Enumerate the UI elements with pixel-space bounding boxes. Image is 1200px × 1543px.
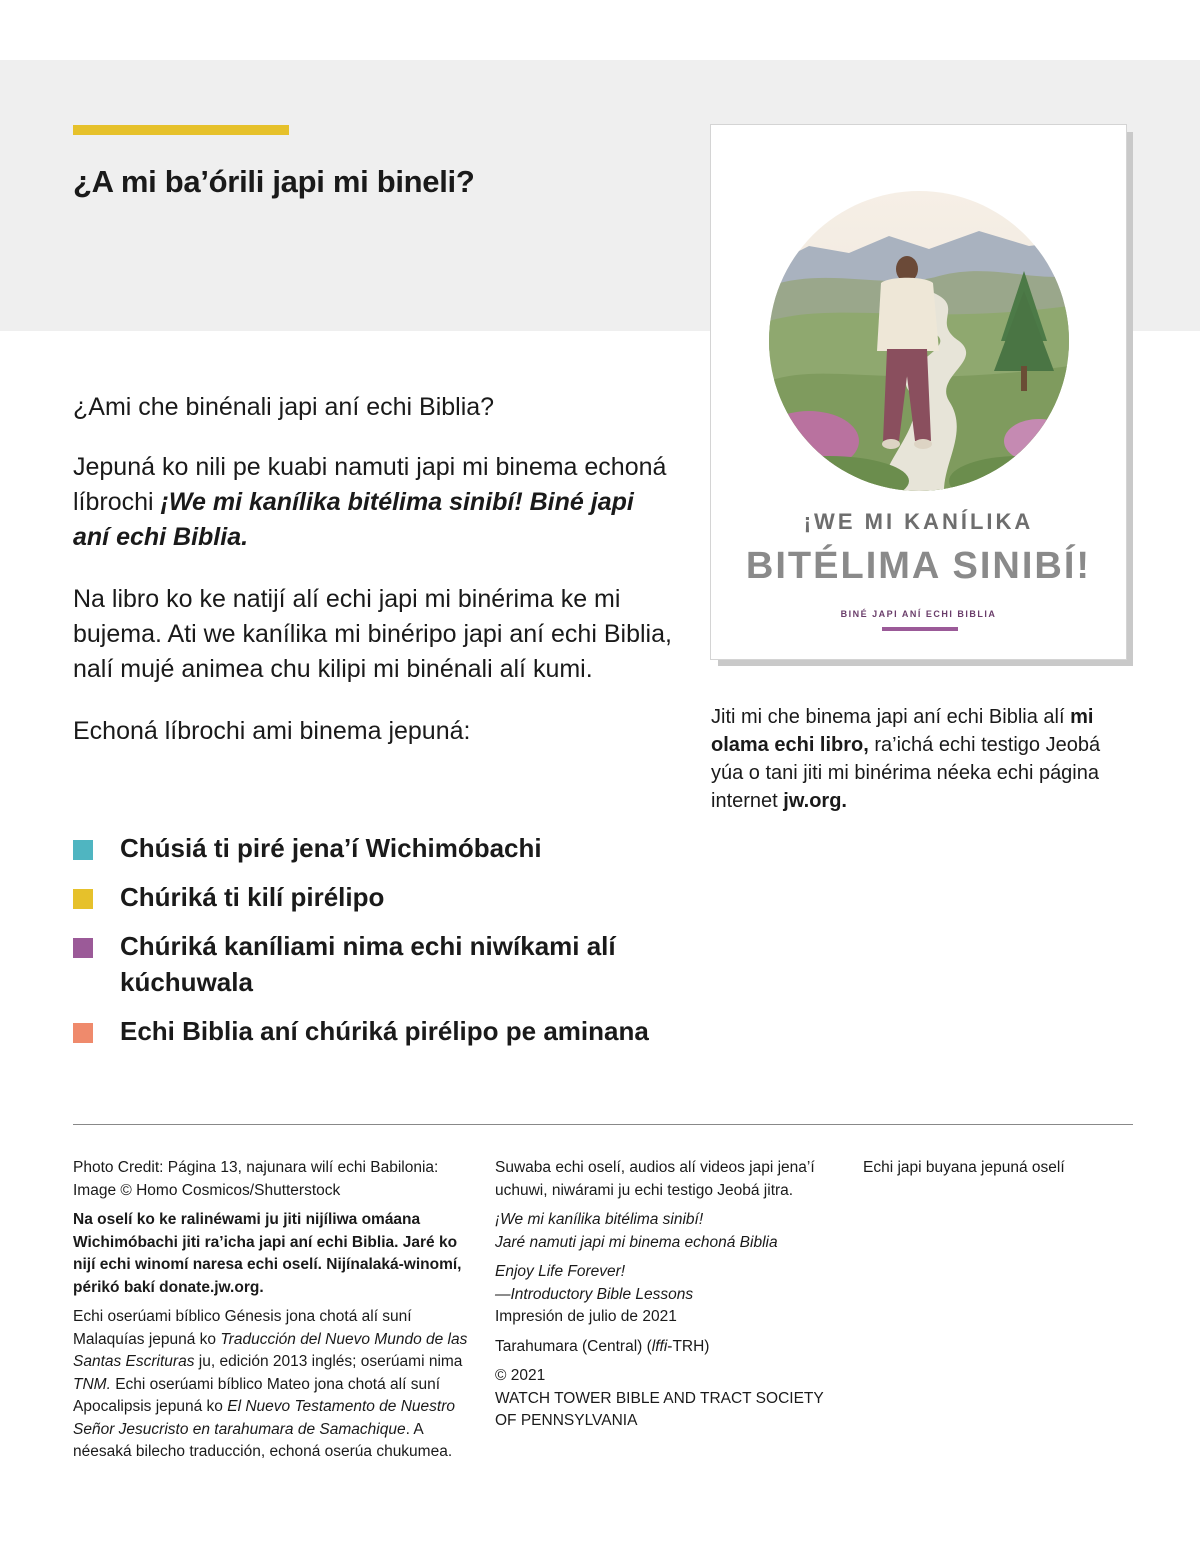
page-title: ¿A mi ba’órili japi mi bineli? bbox=[73, 164, 475, 199]
purple-bullet-icon bbox=[73, 938, 93, 958]
topic-label: Chúriká kaníliami nima echi niwíkami alí kúchuwala bbox=[120, 931, 616, 997]
copyright-line: WATCH TOWER BIBLE AND TRACT SOCIETY bbox=[495, 1389, 824, 1407]
language-text: -TRH) bbox=[667, 1337, 710, 1355]
topic-item bbox=[73, 928, 673, 1000]
topic-item bbox=[73, 830, 673, 866]
english-title-line: Enjoy Life Forever! bbox=[495, 1263, 626, 1280]
accent-bar bbox=[73, 125, 289, 135]
translation-text: ju, edición 2013 inglés; oserúami nima bbox=[194, 1353, 463, 1370]
translation-text: Echi oserúami bíblico Mateo jona chotá alí suní Apocalipsis jepuná ko bbox=[73, 1375, 441, 1415]
language-code-italic: lffi bbox=[651, 1337, 668, 1355]
translation-title: El Nuevo Testamento de Nuestro Señor Jesucristo en tarahumara de Samachique bbox=[73, 1398, 455, 1438]
publisher-info: Suwaba echi oselí, audios alí videos japi jena’í uchuwi, niwárami ju echi testigo Jeobá jitra. bbox=[495, 1159, 815, 1199]
sidebar-note bbox=[711, 703, 1136, 815]
topic-label: Echi Biblia aní chúriká pirélipo pe aminana bbox=[120, 1016, 649, 1046]
intro-question: ¿Ami che binénali japi aní echi Biblia? bbox=[73, 393, 495, 421]
topic-label: Chúsiá ti piré jena’í Wichimóbachi bbox=[120, 833, 542, 863]
translation-text: Echi oserúami bíblico Génesis jona chotá alí suní Malaquías jepuná ko bbox=[73, 1308, 412, 1348]
sidebar-text-1: Jiti mi che binema japi aní echi Biblia alí bbox=[711, 706, 1071, 728]
topics-list bbox=[73, 830, 673, 1062]
main-content bbox=[73, 390, 673, 776]
footer-column-2 bbox=[495, 1157, 840, 1440]
copyright bbox=[495, 1365, 840, 1433]
topic-item bbox=[73, 1013, 673, 1049]
translation-title: Traducción del Nuevo Mundo de las Santas Escrituras bbox=[73, 1330, 468, 1370]
yellow-bullet-icon bbox=[73, 889, 93, 909]
list-intro: Echoná líbrochi ami binema jepuná: bbox=[73, 717, 471, 745]
cover-title-big: BITÉLIMA SINIBÍ! bbox=[745, 545, 1092, 587]
description-paragraph: Na libro ko ke natijí alí echi japi mi binérima ke mi bujema. Ati we kanílika mi binéripo japi aní echi Biblia, nalí mujé animea chu kilipi mi binénali alí kumi. bbox=[73, 585, 672, 683]
footer-divider bbox=[73, 1124, 1133, 1125]
edition-info bbox=[495, 1261, 840, 1329]
book-title-emphasis: ¡We mi kanílika bitélima sinibí! Biné japi aní echi Biblia. bbox=[73, 488, 634, 551]
sidebar-bold-1: mi olama echi libro, bbox=[711, 706, 1094, 756]
topic-item bbox=[73, 879, 673, 915]
book-cover bbox=[710, 124, 1127, 660]
copyright-line: © 2021 bbox=[495, 1367, 546, 1384]
cover-accent-line bbox=[882, 627, 958, 631]
footer-note: Echi japi buyana jepuná oselí bbox=[863, 1159, 1065, 1176]
language-code bbox=[495, 1336, 840, 1359]
donation-note: Na oselí ko ke ralinéwami ju jiti nijíliwa omáana Wichimóbachi jiti ra’icha japi aní echi Biblia. Jaré ko nijí echi winomí naresa echi oselí. Nijínalaká-winomí, périkó bakí donate.jw.org. bbox=[73, 1211, 462, 1296]
local-title bbox=[495, 1209, 840, 1254]
english-title-line: —Introductory Bible Lessons bbox=[495, 1285, 694, 1303]
local-title-line: ¡We mi kanílika bitélima sinibí! bbox=[495, 1211, 704, 1228]
jw-org-link[interactable]: jw.org. bbox=[783, 790, 847, 812]
coral-bullet-icon bbox=[73, 1023, 93, 1043]
cover-illustration bbox=[769, 191, 1069, 491]
footer-column-3 bbox=[863, 1157, 1133, 1187]
copyright-line: OF PENNSYLVANIA bbox=[495, 1412, 638, 1429]
translation-note bbox=[73, 1306, 473, 1464]
photo-credit: Photo Credit: Página 13, najunara wilí echi Babilonia: Image © Homo Cosmicos/Shutterstock bbox=[73, 1159, 439, 1199]
teal-bullet-icon bbox=[73, 840, 93, 860]
sidebar-text-2: ra’ichá echi testigo Jeobá yúa o tani jiti mi binérima néeka echi página internet bbox=[711, 734, 1101, 812]
topic-label: Chúriká ti kilí pirélipo bbox=[120, 882, 385, 912]
translation-text: . A néesaká bilecho traducción, echoná oserúa chukumea. bbox=[73, 1420, 453, 1460]
cover-title-small: ¡WE MI KANÍLIKA bbox=[803, 509, 1034, 534]
cover-subtitle: BINÉ JAPI ANÍ ECHI BIBLIA bbox=[840, 609, 997, 619]
footer-column-1 bbox=[73, 1157, 473, 1471]
language-text: Tarahumara (Central) ( bbox=[495, 1337, 652, 1355]
intro-paragraph bbox=[73, 450, 673, 555]
printing-date: Impresión de julio de 2021 bbox=[495, 1308, 677, 1325]
local-title-line: Jaré namuti japi mi binema echoná Biblia bbox=[495, 1233, 778, 1251]
intro-text: Jepuná ko nili pe kuabi namuti japi mi binema echoná líbrochi bbox=[73, 453, 667, 516]
translation-abbrev: TNM. bbox=[73, 1375, 111, 1393]
